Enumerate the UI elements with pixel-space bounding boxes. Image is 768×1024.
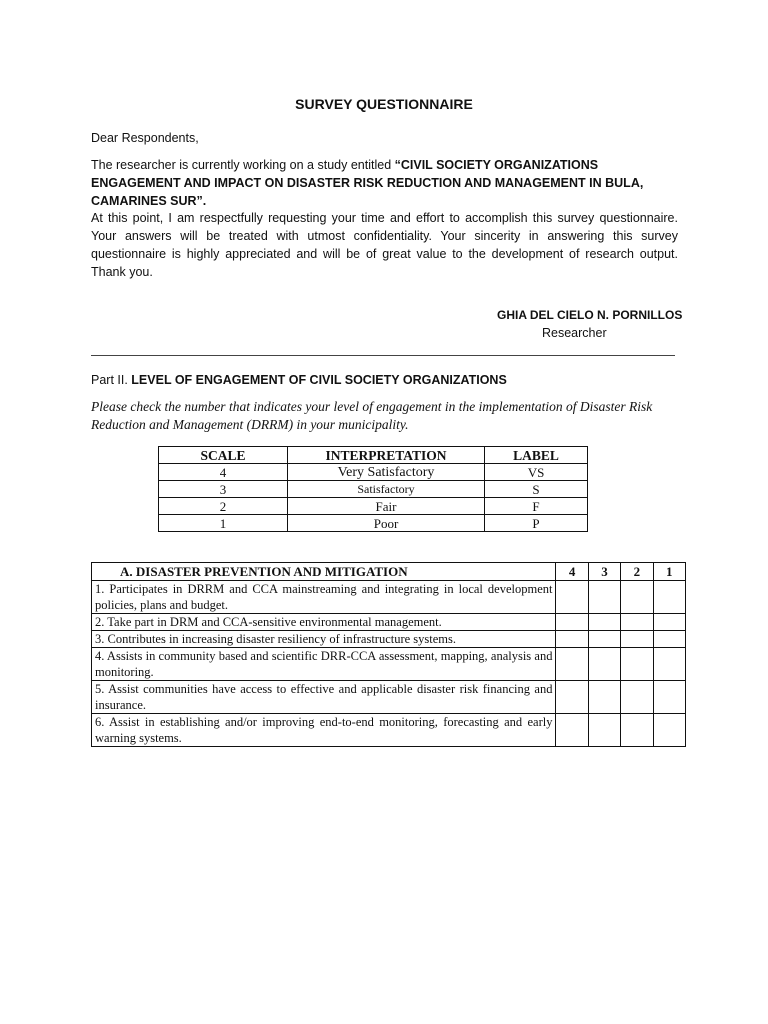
part-prefix: Part II.	[91, 373, 132, 387]
checkbox-cell-2[interactable]	[621, 581, 653, 614]
study-title: “CIVIL SOCIETY ORGANIZATIONS ENGAGEMENT AND IMPACT ON DISASTER RISK REDUCTION AND MANAGEMENT IN BULA, CAMARINES SUR”.	[91, 158, 644, 208]
rating-column-4: 4	[556, 563, 588, 581]
part-heading	[91, 373, 507, 387]
scale-label: P	[485, 515, 588, 532]
table-row	[159, 515, 588, 532]
part-title: LEVEL OF ENGAGEMENT OF CIVIL SOCIETY ORGANIZATIONS	[131, 373, 507, 387]
checkbox-cell-2[interactable]	[621, 714, 653, 747]
divider-line	[91, 355, 675, 356]
checkbox-cell-3[interactable]	[588, 681, 620, 714]
scale-header-scale: SCALE	[159, 447, 288, 464]
checkbox-cell-3[interactable]	[588, 648, 620, 681]
scale-value: 4	[159, 464, 288, 481]
rating-column-1: 1	[653, 563, 685, 581]
instruction-text: Please check the number that indicates your level of engagement in the implementation of Disaster Risk Reduction and Management (DRRM) in your municipality.	[91, 399, 653, 432]
checkbox-cell-3[interactable]	[588, 581, 620, 614]
item-text: 4. Assists in community based and scientific DRR-CCA assessment, mapping, analysis and monitoring.	[92, 648, 556, 681]
checkbox-cell-4[interactable]	[556, 714, 588, 747]
scale-value: 1	[159, 515, 288, 532]
intro-prefix: The researcher is currently working on a study entitled	[91, 158, 395, 172]
scale-interpretation: Very Satisfactory	[288, 464, 485, 481]
checkbox-cell-1[interactable]	[653, 581, 685, 614]
checkbox-cell-2[interactable]	[621, 648, 653, 681]
rating-column-2: 2	[621, 563, 653, 581]
section-a-table	[91, 562, 686, 747]
scale-label: VS	[485, 464, 588, 481]
table-row	[92, 648, 686, 681]
checkbox-cell-4[interactable]	[556, 648, 588, 681]
table-row	[92, 631, 686, 648]
scale-label: F	[485, 498, 588, 515]
checkbox-cell-2[interactable]	[621, 614, 653, 631]
section-a-header: A. DISASTER PREVENTION AND MITIGATION	[92, 563, 556, 581]
researcher-name: GHIA DEL CIELO N. PORNILLOS	[497, 308, 683, 322]
item-text: 6. Assist in establishing and/or improving end-to-end monitoring, forecasting and early warning systems.	[92, 714, 556, 747]
item-text: 2. Take part in DRM and CCA-sensitive environmental management.	[92, 614, 556, 631]
table-row	[92, 614, 686, 631]
scale-value: 3	[159, 481, 288, 498]
checkbox-cell-1[interactable]	[653, 614, 685, 631]
scale-interpretation: Satisfactory	[288, 481, 485, 498]
scale-table	[158, 446, 588, 532]
checkbox-cell-3[interactable]	[588, 714, 620, 747]
table-row	[159, 464, 588, 481]
researcher-role: Researcher	[542, 326, 607, 340]
rating-column-3: 3	[588, 563, 620, 581]
checkbox-cell-4[interactable]	[556, 681, 588, 714]
checkbox-cell-2[interactable]	[621, 631, 653, 648]
scale-label: S	[485, 481, 588, 498]
checkbox-cell-4[interactable]	[556, 581, 588, 614]
request-paragraph: At this point, I am respectfully requesting your time and effort to accomplish this survey questionnaire. Your answers will be treated with utmost confidentiality. Your sincerity in answering this survey questionnaire is highly appreciated and will be of great value to the development of research output. Thank you.	[91, 211, 678, 279]
scale-interpretation: Fair	[288, 498, 485, 515]
checkbox-cell-3[interactable]	[588, 614, 620, 631]
table-row	[92, 714, 686, 747]
checkbox-cell-1[interactable]	[653, 648, 685, 681]
table-row	[159, 498, 588, 515]
item-text: 3. Contributes in increasing disaster resiliency of infrastructure systems.	[92, 631, 556, 648]
page-title: SURVEY QUESTIONNAIRE	[295, 96, 473, 112]
table-row	[159, 481, 588, 498]
item-text: 5. Assist communities have access to effective and applicable disaster risk financing and insurance.	[92, 681, 556, 714]
scale-interpretation: Poor	[288, 515, 485, 532]
scale-header-interpretation: INTERPRETATION	[288, 447, 485, 464]
greeting: Dear Respondents,	[91, 131, 199, 145]
checkbox-cell-3[interactable]	[588, 631, 620, 648]
checkbox-cell-1[interactable]	[653, 631, 685, 648]
scale-value: 2	[159, 498, 288, 515]
intro-paragraph	[91, 156, 678, 210]
checkbox-cell-1[interactable]	[653, 714, 685, 747]
table-row	[92, 581, 686, 614]
checkbox-cell-4[interactable]	[556, 631, 588, 648]
checkbox-cell-4[interactable]	[556, 614, 588, 631]
table-row	[92, 681, 686, 714]
checkbox-cell-1[interactable]	[653, 681, 685, 714]
checkbox-cell-2[interactable]	[621, 681, 653, 714]
item-text: 1. Participates in DRRM and CCA mainstreaming and integrating in local development policies, plans and budget.	[92, 581, 556, 614]
scale-header-label: LABEL	[485, 447, 588, 464]
